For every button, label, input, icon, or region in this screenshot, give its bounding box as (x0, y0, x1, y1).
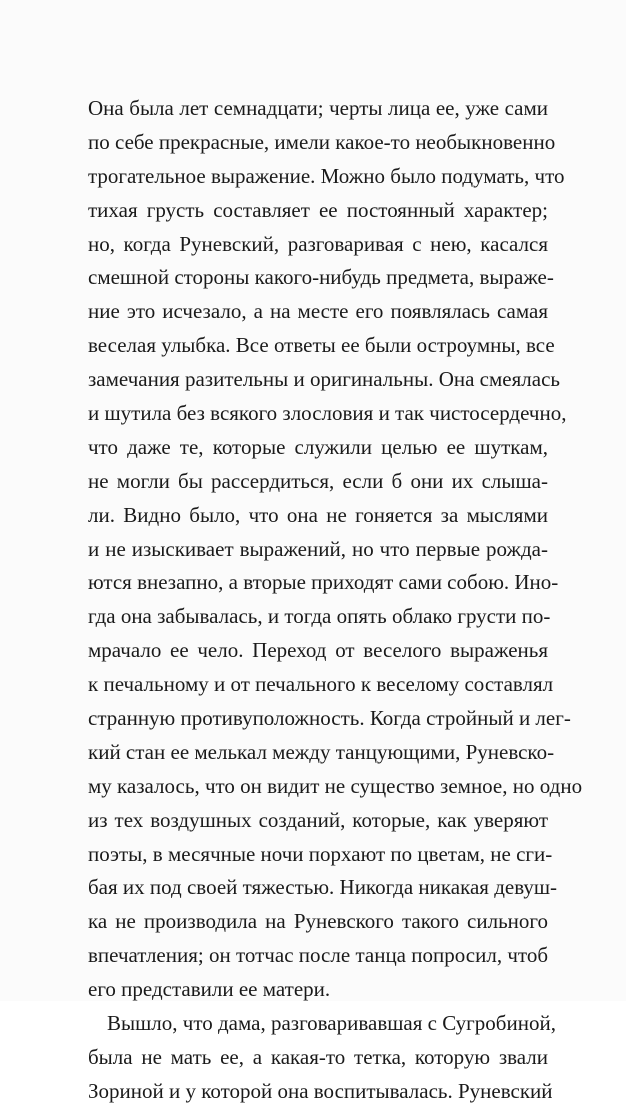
text-line: гда она забывалась, и тогда опять облако грусти по- (88, 604, 551, 629)
body-text (88, 92, 583, 1109)
text-line: ются внезапно, а вторые приходят сами собою. Ино- (88, 570, 559, 595)
text-line: смешной стороны какого-нибудь предмета, выраже- (88, 265, 554, 290)
text-line: Зориной и у которой она воспитывалась. Руневский (88, 1078, 553, 1103)
text-line: му казалось, что он видит не существо земное, но одно (88, 773, 583, 798)
text-line: его представили ее матери. (88, 977, 331, 1002)
text-line: ли. Видно было, что она не гоняется за мыслями (88, 502, 548, 527)
text-line: что даже те, которые служили целью ее шуткам, (88, 434, 548, 459)
text-line: замечания разительны и оригинальны. Она смеялась (88, 367, 560, 392)
text-line: из тех воздушных созданий, которые, как уверяют (88, 807, 548, 832)
text-line: по себе прекрасные, имели какое-то необыкновенно (88, 129, 556, 154)
text-line: бая их под своей тяжестью. Никогда никакая девуш- (88, 875, 558, 900)
text-line: тихая грусть составляет ее постоянный характер; (88, 197, 548, 222)
text-line: к печальному и от печального к веселому составлял (88, 672, 554, 697)
text-line: мрачало ее чело. Переход от веселого выраженья (88, 638, 548, 663)
text-line: впечатления; он тотчас после танца попросил, чтоб (88, 943, 548, 968)
text-line: трогательное выражение. Можно было подумать, что (88, 163, 565, 188)
text-line: веселая улыбка. Все ответы ее были остроумны, все (88, 333, 555, 358)
text-line: но, когда Руневский, разговаривая с нею, касался (88, 231, 548, 256)
text-line: была не мать ее, а какая-то тетка, которую звали (88, 1044, 548, 1069)
text-line: ка не производила на Руневского такого сильного (88, 909, 548, 934)
text-line: и не изыскивает выражений, но что первые рожда- (88, 536, 548, 561)
text-line: и шутила без всякого злословия и так чистосердечно, (88, 401, 567, 426)
text-line: Вышло, что дама, разговаривавшая с Сугробиной, (107, 1011, 556, 1036)
text-line: кий стан ее мелькал между танцующими, Руневско- (88, 739, 555, 764)
text-line: ние это исчезало, а на месте его появлялась самая (88, 299, 548, 324)
text-line: странную противуположность. Когда стройный и лег- (88, 706, 571, 731)
text-line: Она была лет семнадцати; черты лица ее, уже сами (88, 96, 548, 120)
text-line: поэты, в месячные ночи порхают по цветам, не сги- (88, 841, 553, 866)
text-line: не могли бы рассердиться, если б они их слыша- (88, 468, 548, 493)
